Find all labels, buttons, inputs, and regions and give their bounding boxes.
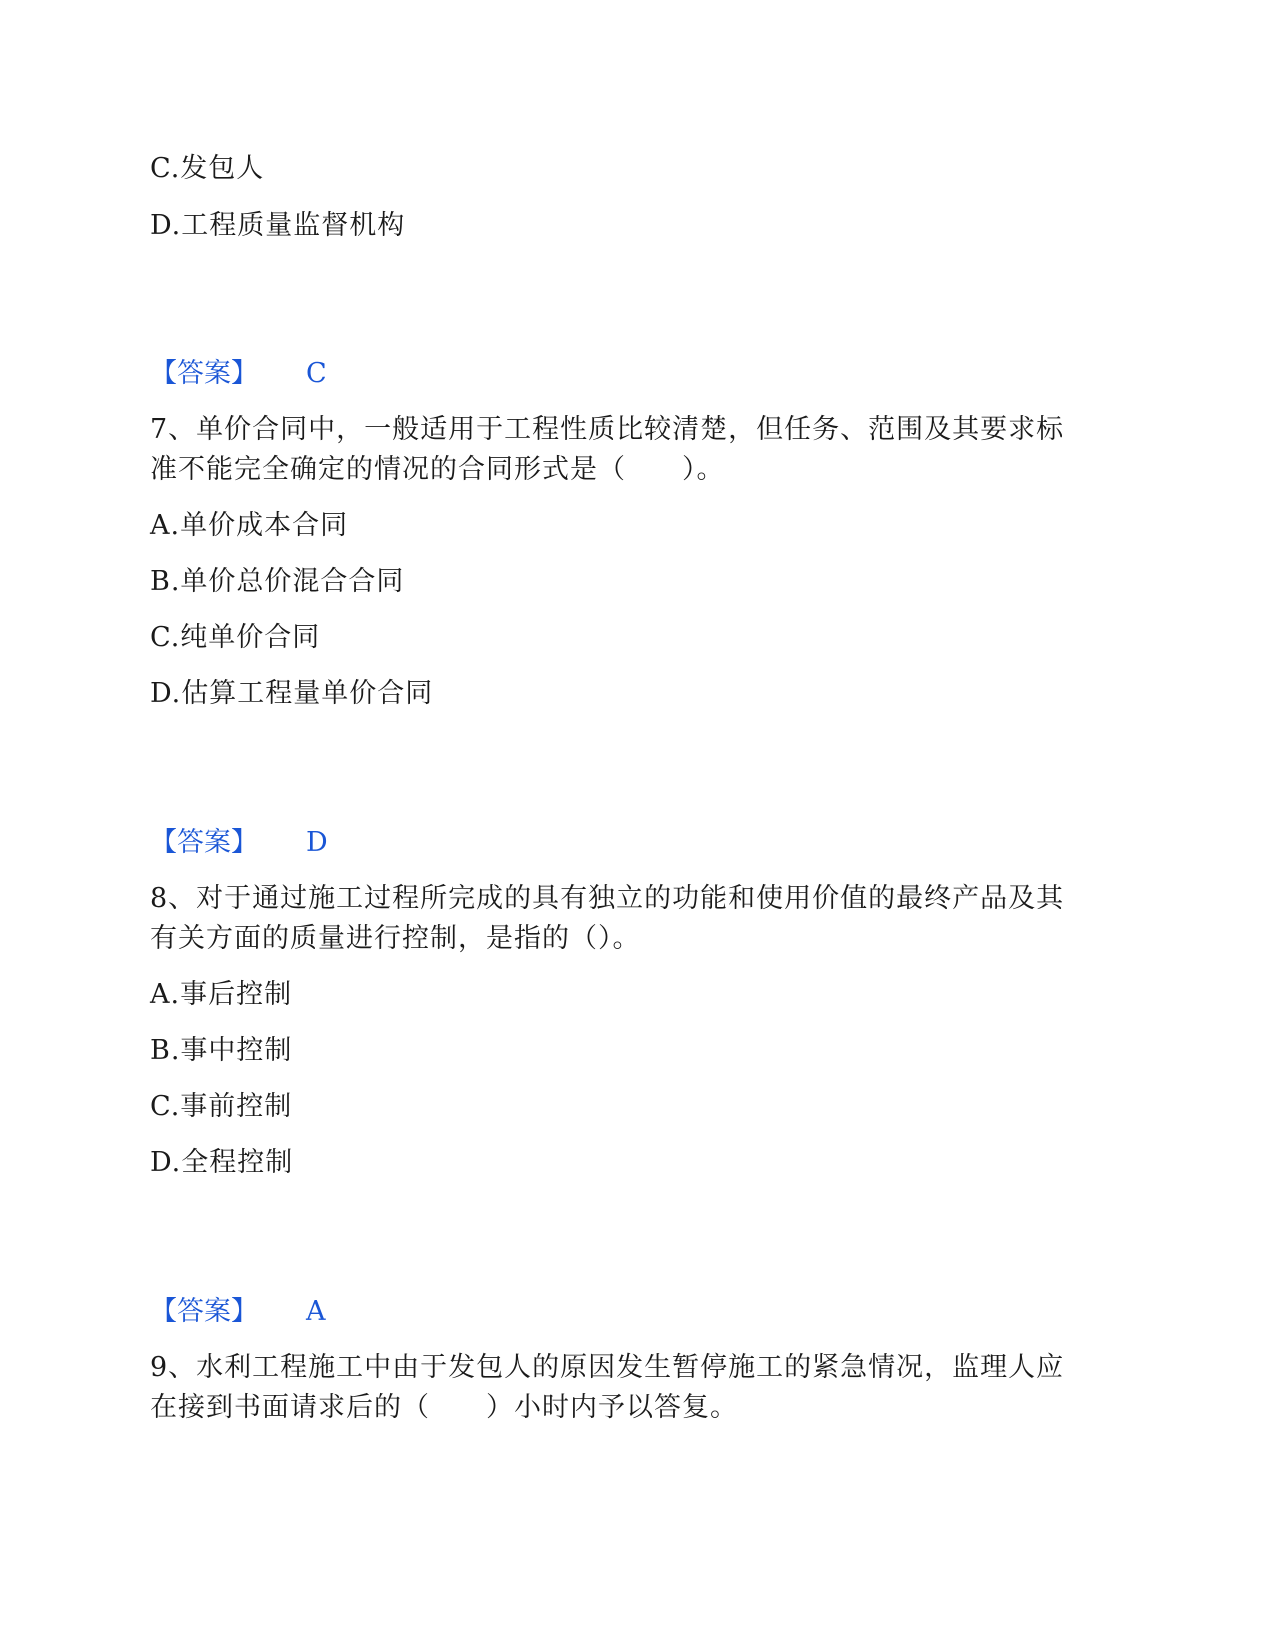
q9-stem-line-1: 9、水利工程施工中由于发包人的原因发生暂停施工的紧急情况，监理人应 <box>150 1352 1065 1383</box>
q8-option-d: D.全程控制 <box>150 1147 294 1178</box>
q8-stem-line-1: 8、对于通过施工过程所完成的具有独立的功能和使用价值的最终产品及其 <box>150 883 1065 914</box>
q6-option-d: D.工程质量监督机构 <box>150 210 406 241</box>
q7-stem-line-1: 7、单价合同中，一般适用于工程性质比较清楚，但任务、范围及其要求标 <box>150 414 1065 445</box>
q8-stem-line-2: 有关方面的质量进行控制，是指的（）。 <box>150 923 641 954</box>
q6-answer <box>150 355 327 393</box>
q6-answer-value: C <box>306 358 327 389</box>
q7-option-c: C.纯单价合同 <box>150 622 321 653</box>
q8-option-c: C.事前控制 <box>150 1091 293 1122</box>
q8-answer-value: A <box>306 1296 326 1327</box>
q7-answer <box>150 824 328 862</box>
q8-answer-label: 【答案】 <box>150 1296 258 1327</box>
q7-option-a: A.单价成本合同 <box>150 510 349 541</box>
q7-stem-line-2: 准不能完全确定的情况的合同形式是（ ）。 <box>150 454 725 485</box>
q6-answer-label: 【答案】 <box>150 358 258 389</box>
q9-stem-line-2: 在接到书面请求后的（ ）小时内予以答复。 <box>150 1392 738 1423</box>
q7-answer-value: D <box>306 827 328 858</box>
q8-option-b: B.事中控制 <box>150 1035 293 1066</box>
q7-option-d: D.估算工程量单价合同 <box>150 678 434 709</box>
q7-answer-label: 【答案】 <box>150 827 258 858</box>
q8-answer <box>150 1293 326 1331</box>
q7-option-b: B.单价总价混合合同 <box>150 566 405 597</box>
q6-option-c: C.发包人 <box>150 153 265 184</box>
q8-option-a: A.事后控制 <box>150 979 293 1010</box>
